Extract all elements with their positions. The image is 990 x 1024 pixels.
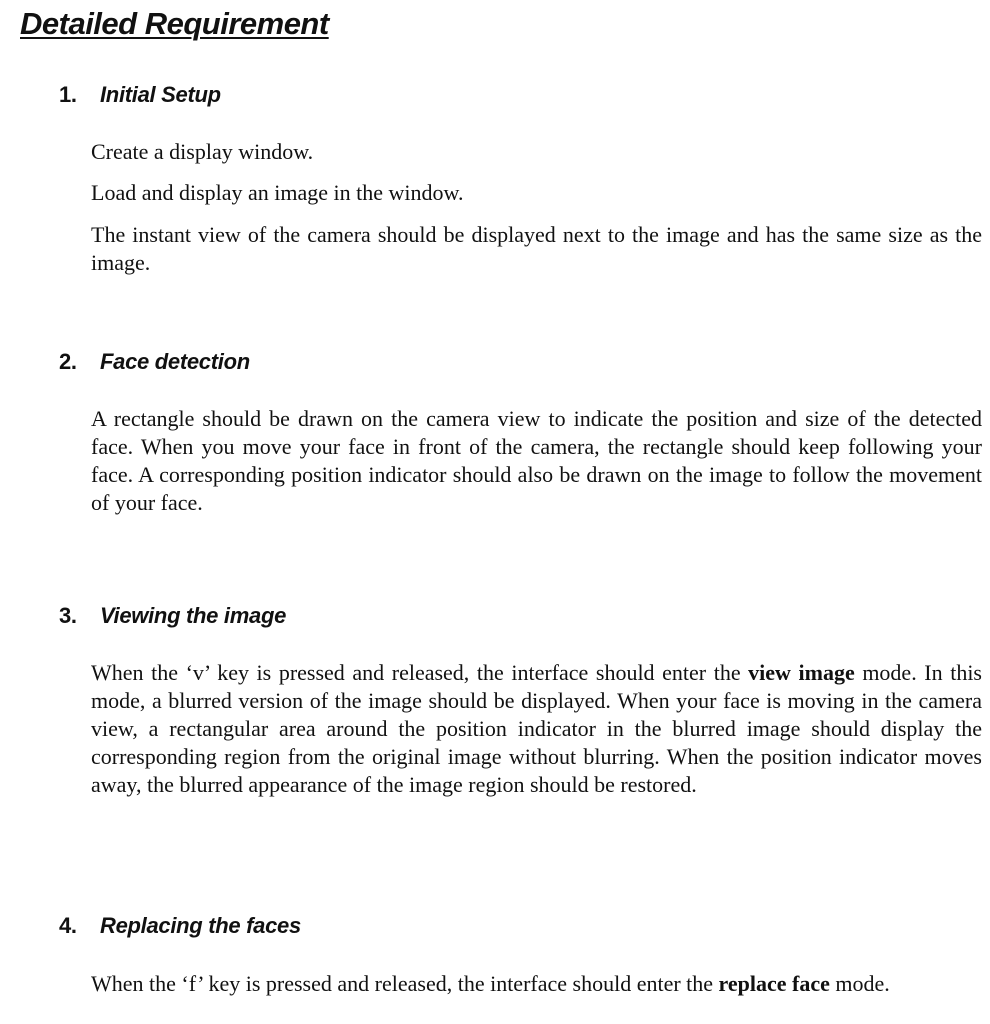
- paragraph-text: When the ‘f’ key is pressed and released, the interface should enter the: [91, 971, 719, 996]
- section-heading-face-detection: [59, 347, 250, 377]
- paragraph-replace-face-mode: [91, 970, 982, 998]
- paragraph-text: mode.: [829, 971, 890, 996]
- paragraph-view-image-mode: [91, 659, 982, 799]
- paragraph-text: mode. In this mode, a blurred version of the image should be displayed. When your face is moving in the camera view, a rectangular area around the position indicator in the blurred image should display the corresponding region from the original image without blurring. When the position indicator moves away, the blurred appearance of the image region should be restored.: [91, 660, 982, 797]
- mode-name-replace-face: replace face: [718, 971, 830, 996]
- section-number: 1.: [59, 82, 77, 107]
- document-title: Detailed Requirement: [20, 6, 329, 41]
- section-number: 4.: [59, 913, 77, 938]
- mode-name-view-image: view image: [748, 660, 855, 685]
- section-heading-initial-setup: [59, 80, 221, 110]
- section-title: Replacing the faces: [100, 913, 301, 938]
- section-heading-viewing-image: [59, 601, 286, 631]
- paragraph-camera-view: The instant view of the camera should be displayed next to the image and has the same size as the image.: [91, 222, 982, 275]
- section-number: 3.: [59, 603, 77, 628]
- section-title: Viewing the image: [100, 603, 287, 628]
- paragraph-text: When the ‘v’ key is pressed and released, the interface should enter the: [91, 660, 749, 685]
- section-number: 2.: [59, 349, 77, 374]
- section-title: Face detection: [100, 349, 250, 374]
- section-title: Initial Setup: [100, 82, 221, 107]
- paragraph-load-image: Load and display an image in the window.: [91, 180, 464, 205]
- section-heading-replacing-faces: [59, 911, 301, 941]
- paragraph-create-window: Create a display window.: [91, 139, 314, 164]
- paragraph-face-rectangle: A rectangle should be drawn on the camera view to indicate the position and size of the detected face. When you move your face in front of the camera, the rectangle should keep following your face. A corresponding position indicator should also be drawn on the image to follow the movement of your face.: [91, 406, 982, 515]
